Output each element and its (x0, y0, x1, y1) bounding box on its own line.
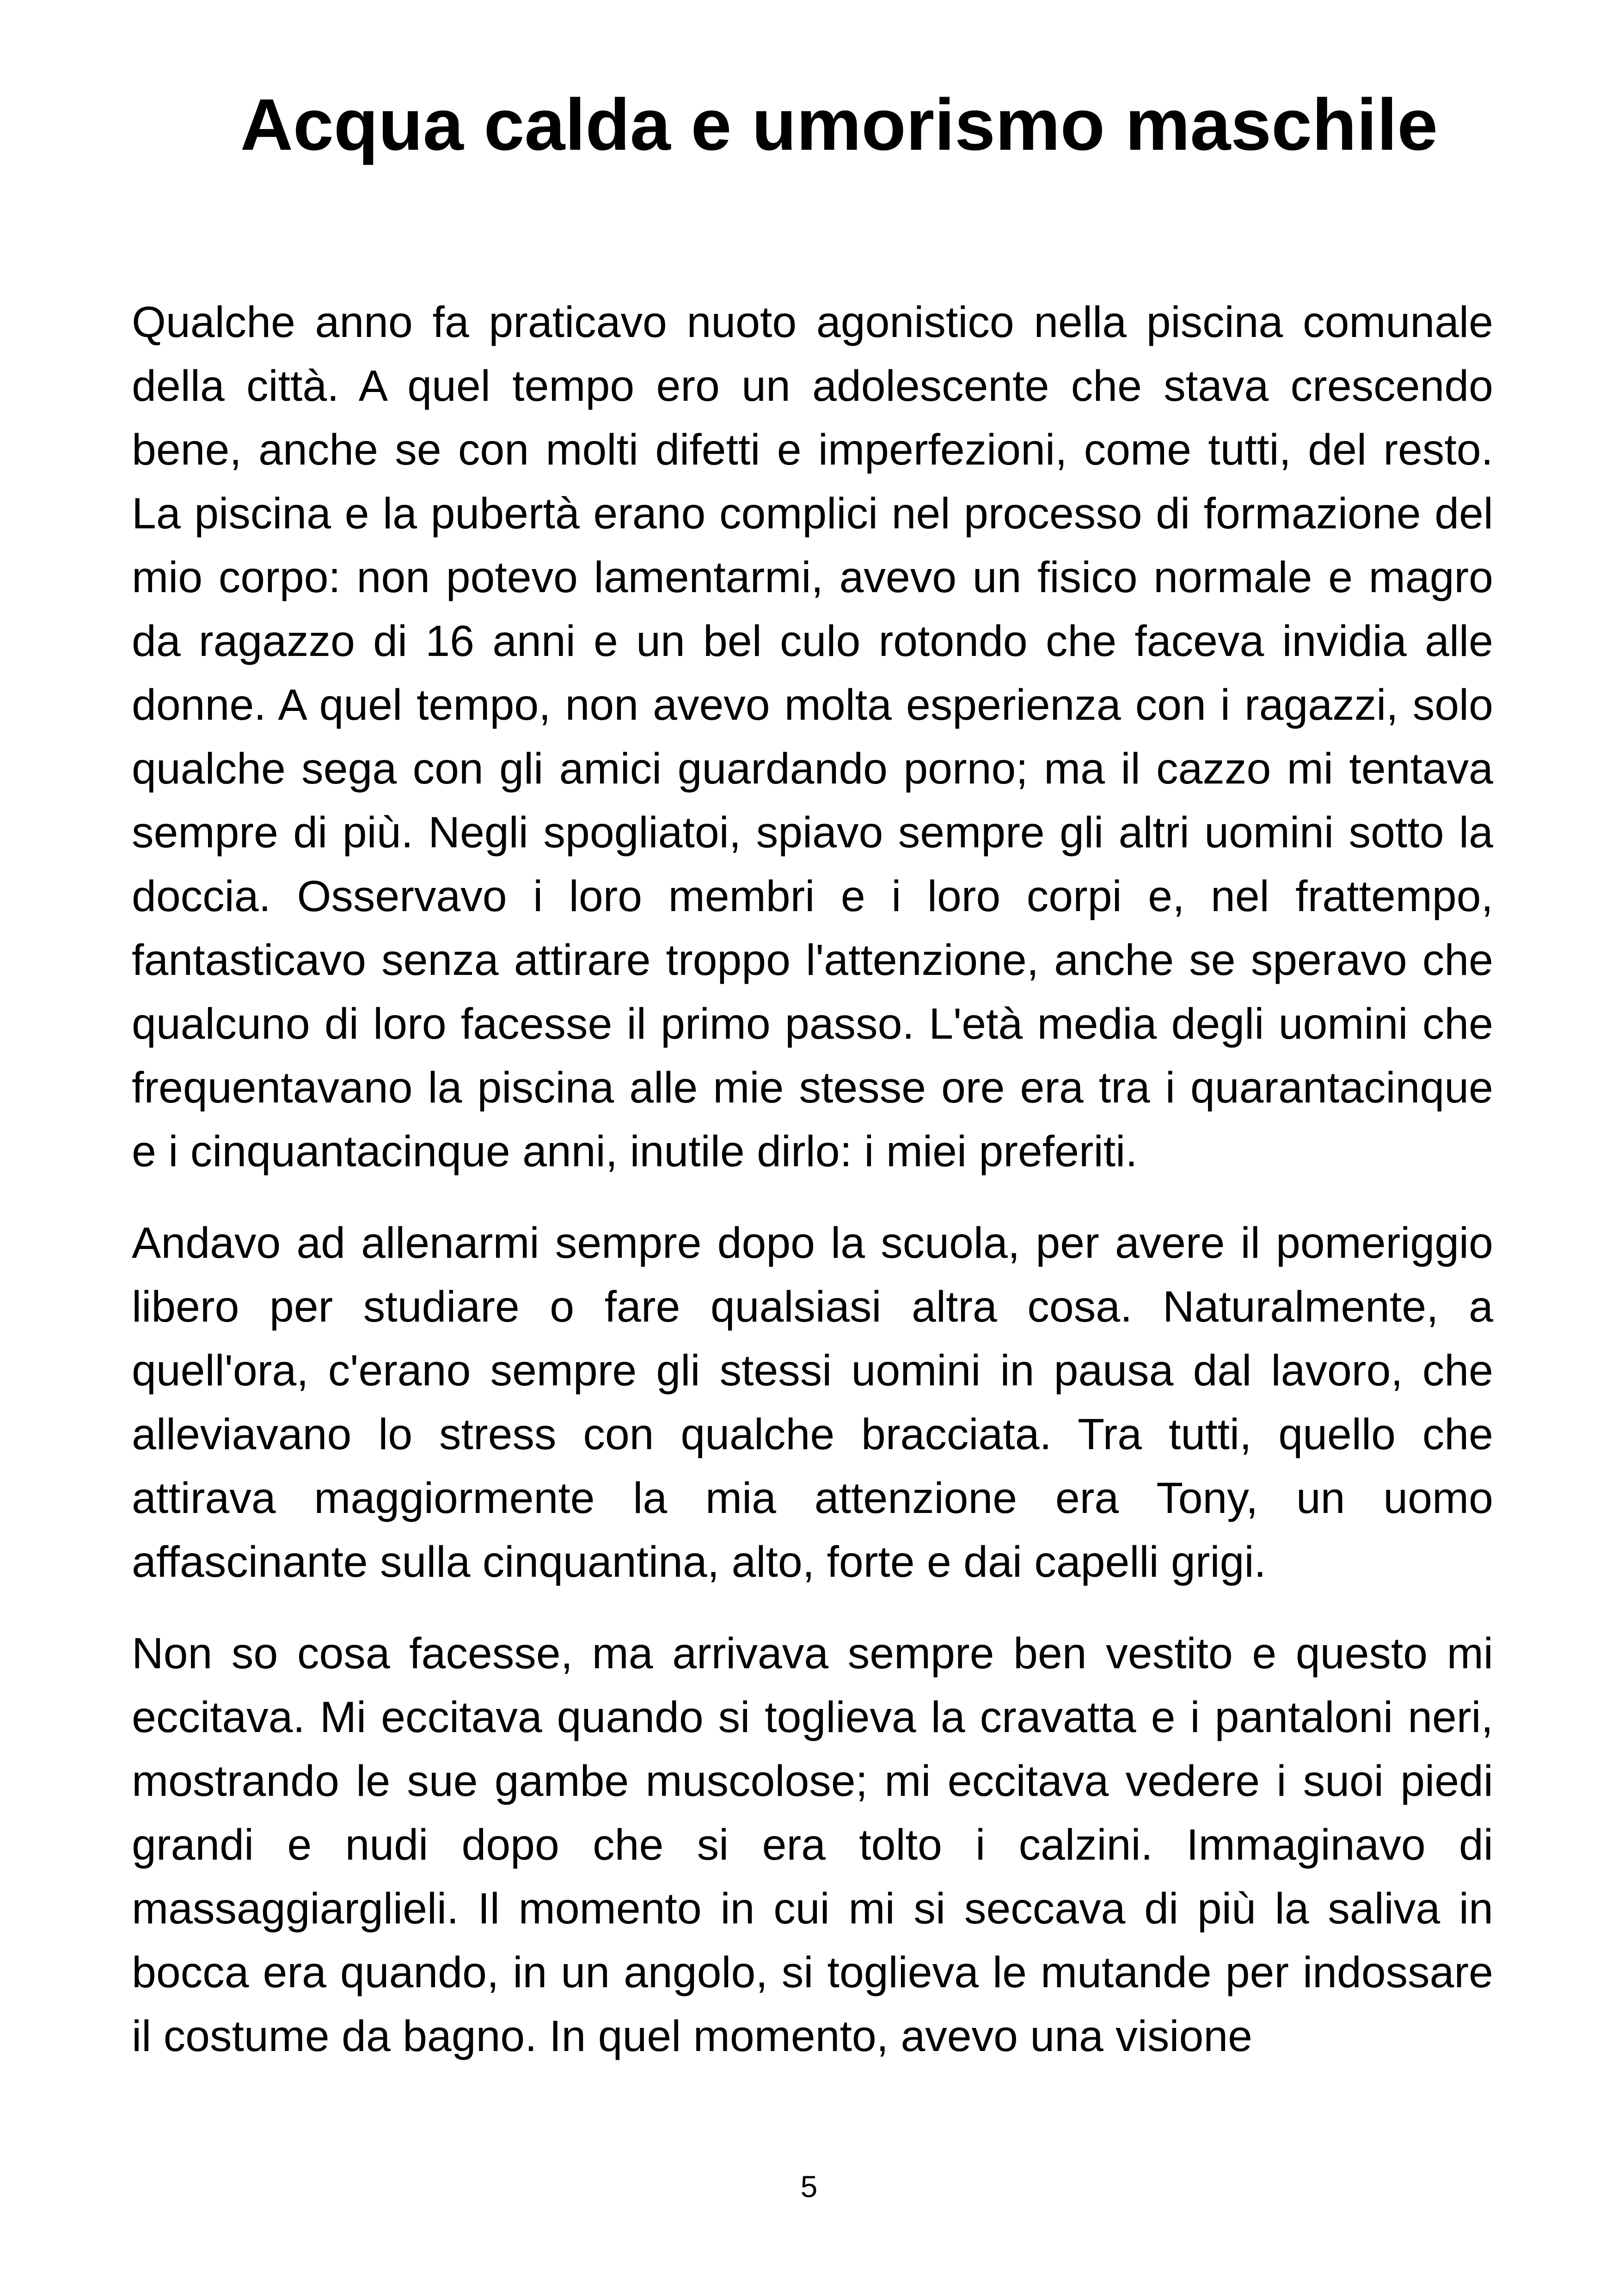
page-title: Acqua calda e umorismo maschile (240, 84, 1438, 165)
body-text (132, 290, 1493, 2096)
paragraph-3: Non so cosa facesse, ma arrivava sempre ben vestito e questo mi eccitava. Mi eccitava quando si toglieva la cravatta e i pantaloni neri, mostrando le sue gambe muscolose; mi eccitava vedere i suoi piedi grandi e nudi dopo che si era tolto i calzini. Immaginavo di massaggiarglieli. Il momento in cui mi si seccava di più la saliva in bocca era quando, in un angolo, si toglieva le mutande per indossare il costume da bagno. In quel momento, avevo una visione (132, 1629, 1493, 2061)
page-number: 5 (800, 2169, 818, 2204)
paragraph-1: Qualche anno fa praticavo nuoto agonistico nella piscina comunale della città. A quel tempo ero un adolescente che stava crescendo bene, anche se con molti difetti e imperfezioni, come tutti, del resto. La piscina e la pubertà erano complici nel processo di formazione del mio corpo: non potevo lamentarmi, avevo un fisico normale e magro da ragazzo di 16 anni e un bel culo rotondo che faceva invidia alle donne. A quel tempo, non avevo molta esperienza con i ragazzi, solo qualche sega con gli amici guardando porno; ma il cazzo mi tentava sempre di più. Negli spogliatoi, spiavo sempre gli altri uomini sotto la doccia. Osservavo i loro membri e i loro corpi e, nel frattempo, fantasticavo senza attirare troppo l'attenzione, anche se speravo che qualcuno di loro facesse il primo passo. L'età media degli uomini che frequentavano la piscina alle mie stesse ore era tra i quarantacinque e i cinquantacinque anni, inutile dirlo: i miei preferiti. (132, 298, 1493, 1176)
paragraph-2: Andavo ad allenarmi sempre dopo la scuola, per avere il pomeriggio libero per studiare o fare qualsiasi altra cosa. Naturalmente, a quell'ora, c'erano sempre gli stessi uomini in pausa dal lavoro, che alleviavano lo stress con qualche bracciata. Tra tutti, quello che attirava maggiormente la mia attenzione era Tony, un uomo affascinante sulla cinquantina, alto, forte e dai capelli grigi. (132, 1218, 1493, 1586)
